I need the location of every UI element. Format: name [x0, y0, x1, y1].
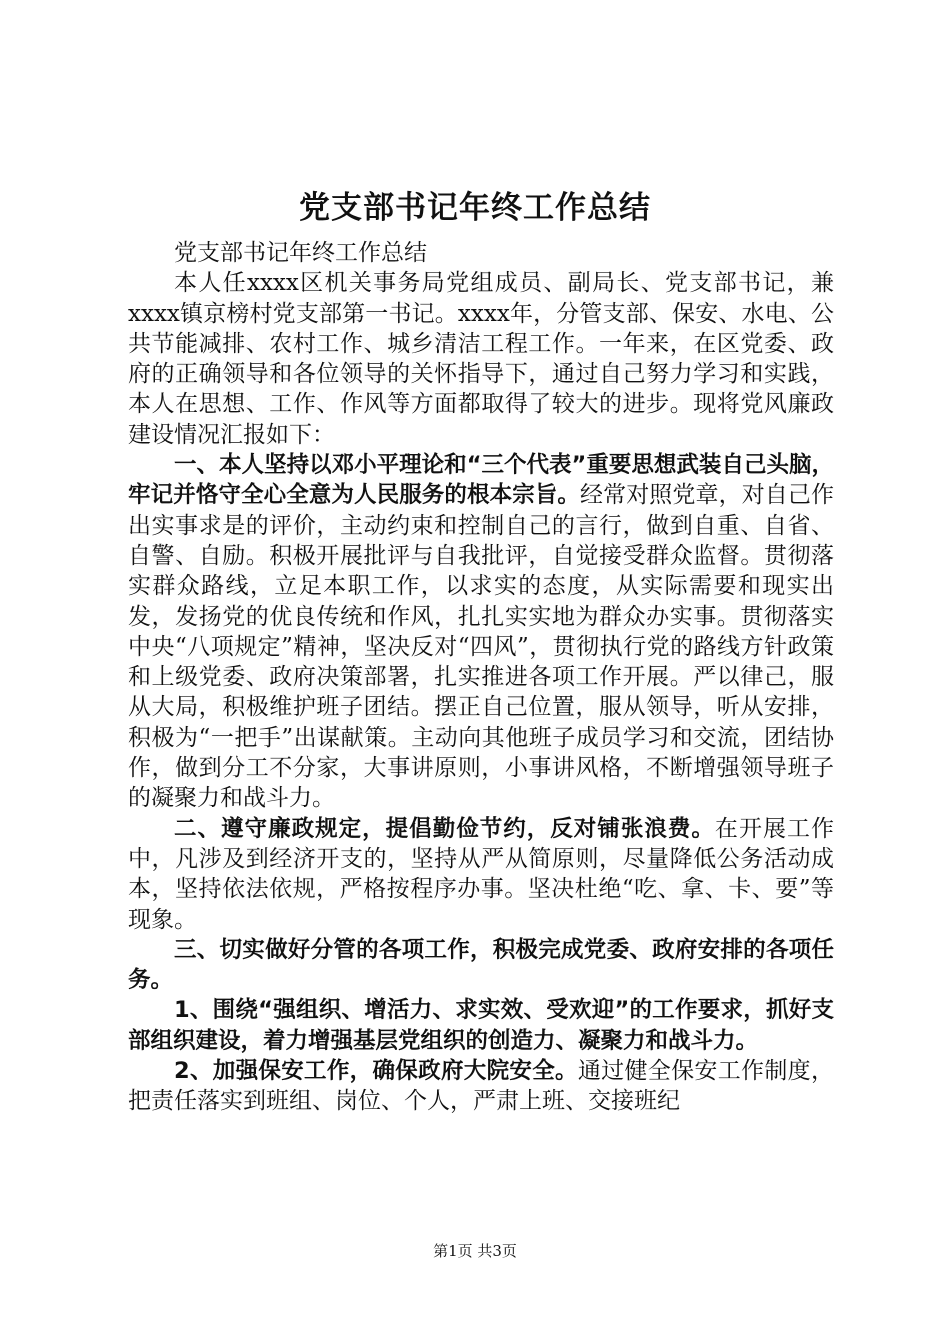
- paragraph-text: 通过健全保安工作制度，把责任落实到班组、岗位、个人，严肃上班、交接班纪: [128, 1058, 834, 1115]
- paragraph-text: 党支部书记年终工作总结: [174, 240, 427, 266]
- paragraph-lead: 二、遵守廉政规定，提倡勤俭节约，反对铺张浪费。: [174, 815, 715, 842]
- paragraph-text: 在开展工作中，凡涉及到经济开支的，坚持从严从简原则，尽量降低公务活动成本，坚持依法依规，严格按程序办事。坚决杜绝“吃、拿、卡、要”等现象。: [128, 815, 834, 933]
- paragraph-text: 经常对照党章，对自己作出实事求是的评价，主动约束和控制自己的言行，做到自重、自省、自警、自励。积极开展批评与自我批评，自觉接受群众监督。贯彻落实群众路线，立足本职工作，以求实的态度，从实际需要和现实出发，发扬党的优良传统和作风，扎扎实实地为群众办实事。贯彻落实中央“八项规定”精神，坚决反对“四风”，贯彻执行党的路线方针政策和上级党委、政府决策部署，扎实推进各项工作开展。严以律己，服从大局，积极维护班子团结。摆正自己位置，服从领导，听从安排，积极为“一把手”出谋献策。主动向其他班子成员学习和交流，团结协作，做到分工不分家，大事讲原则，小事讲风格，不断增强领导班子的凝聚力和战斗力。: [128, 482, 834, 812]
- paragraph-section-3: [128, 935, 834, 996]
- document-body: [128, 238, 834, 1117]
- paragraph-text: 本人任xxxx区机关事务局党组成员、副局长、党支部书记，兼xxxx镇京榜村党支部第一书记。xxxx年，分管支部、保安、水电、公共节能减排、农村工作、城乡清洁工程工作。一年来，在区党委、政府的正确领导和各位领导的关怀指导下，通过自己努力学习和实践，本人在思想、工作、作风等方面都取得了较大的进步。现将党风廉政建设情况汇报如下：: [128, 270, 834, 448]
- paragraph-section-2: [128, 814, 834, 935]
- paragraph-lead: 2、加强保安工作，确保政府大院安全。: [174, 1058, 578, 1085]
- paragraph-subtitle: [128, 238, 834, 268]
- paragraph-lead: 1、围绕“强组织、增活力、求实效、受欢迎”的工作要求，抓好支部组织建设，着力增强基层党组织的创造力、凝聚力和战斗力。: [128, 997, 834, 1054]
- document-title: 党支部书记年终工作总结: [299, 190, 651, 226]
- paragraph-item-1: [128, 995, 834, 1056]
- paragraph-item-2: [128, 1056, 834, 1117]
- paragraph-lead: 三、切实做好分管的各项工作，积极完成党委、政府安排的各项任务。: [128, 936, 834, 994]
- paragraph-section-1: [128, 450, 834, 814]
- paragraph-lead: 一、本人坚持以邓小平理论和“三个代表”重要思想武装自己头脑，牢记并恪守全心全意为人民服务的根本宗旨。: [128, 452, 834, 509]
- page-number-footer: 第1页 共3页: [433, 1242, 517, 1260]
- paragraph-intro: [128, 268, 834, 450]
